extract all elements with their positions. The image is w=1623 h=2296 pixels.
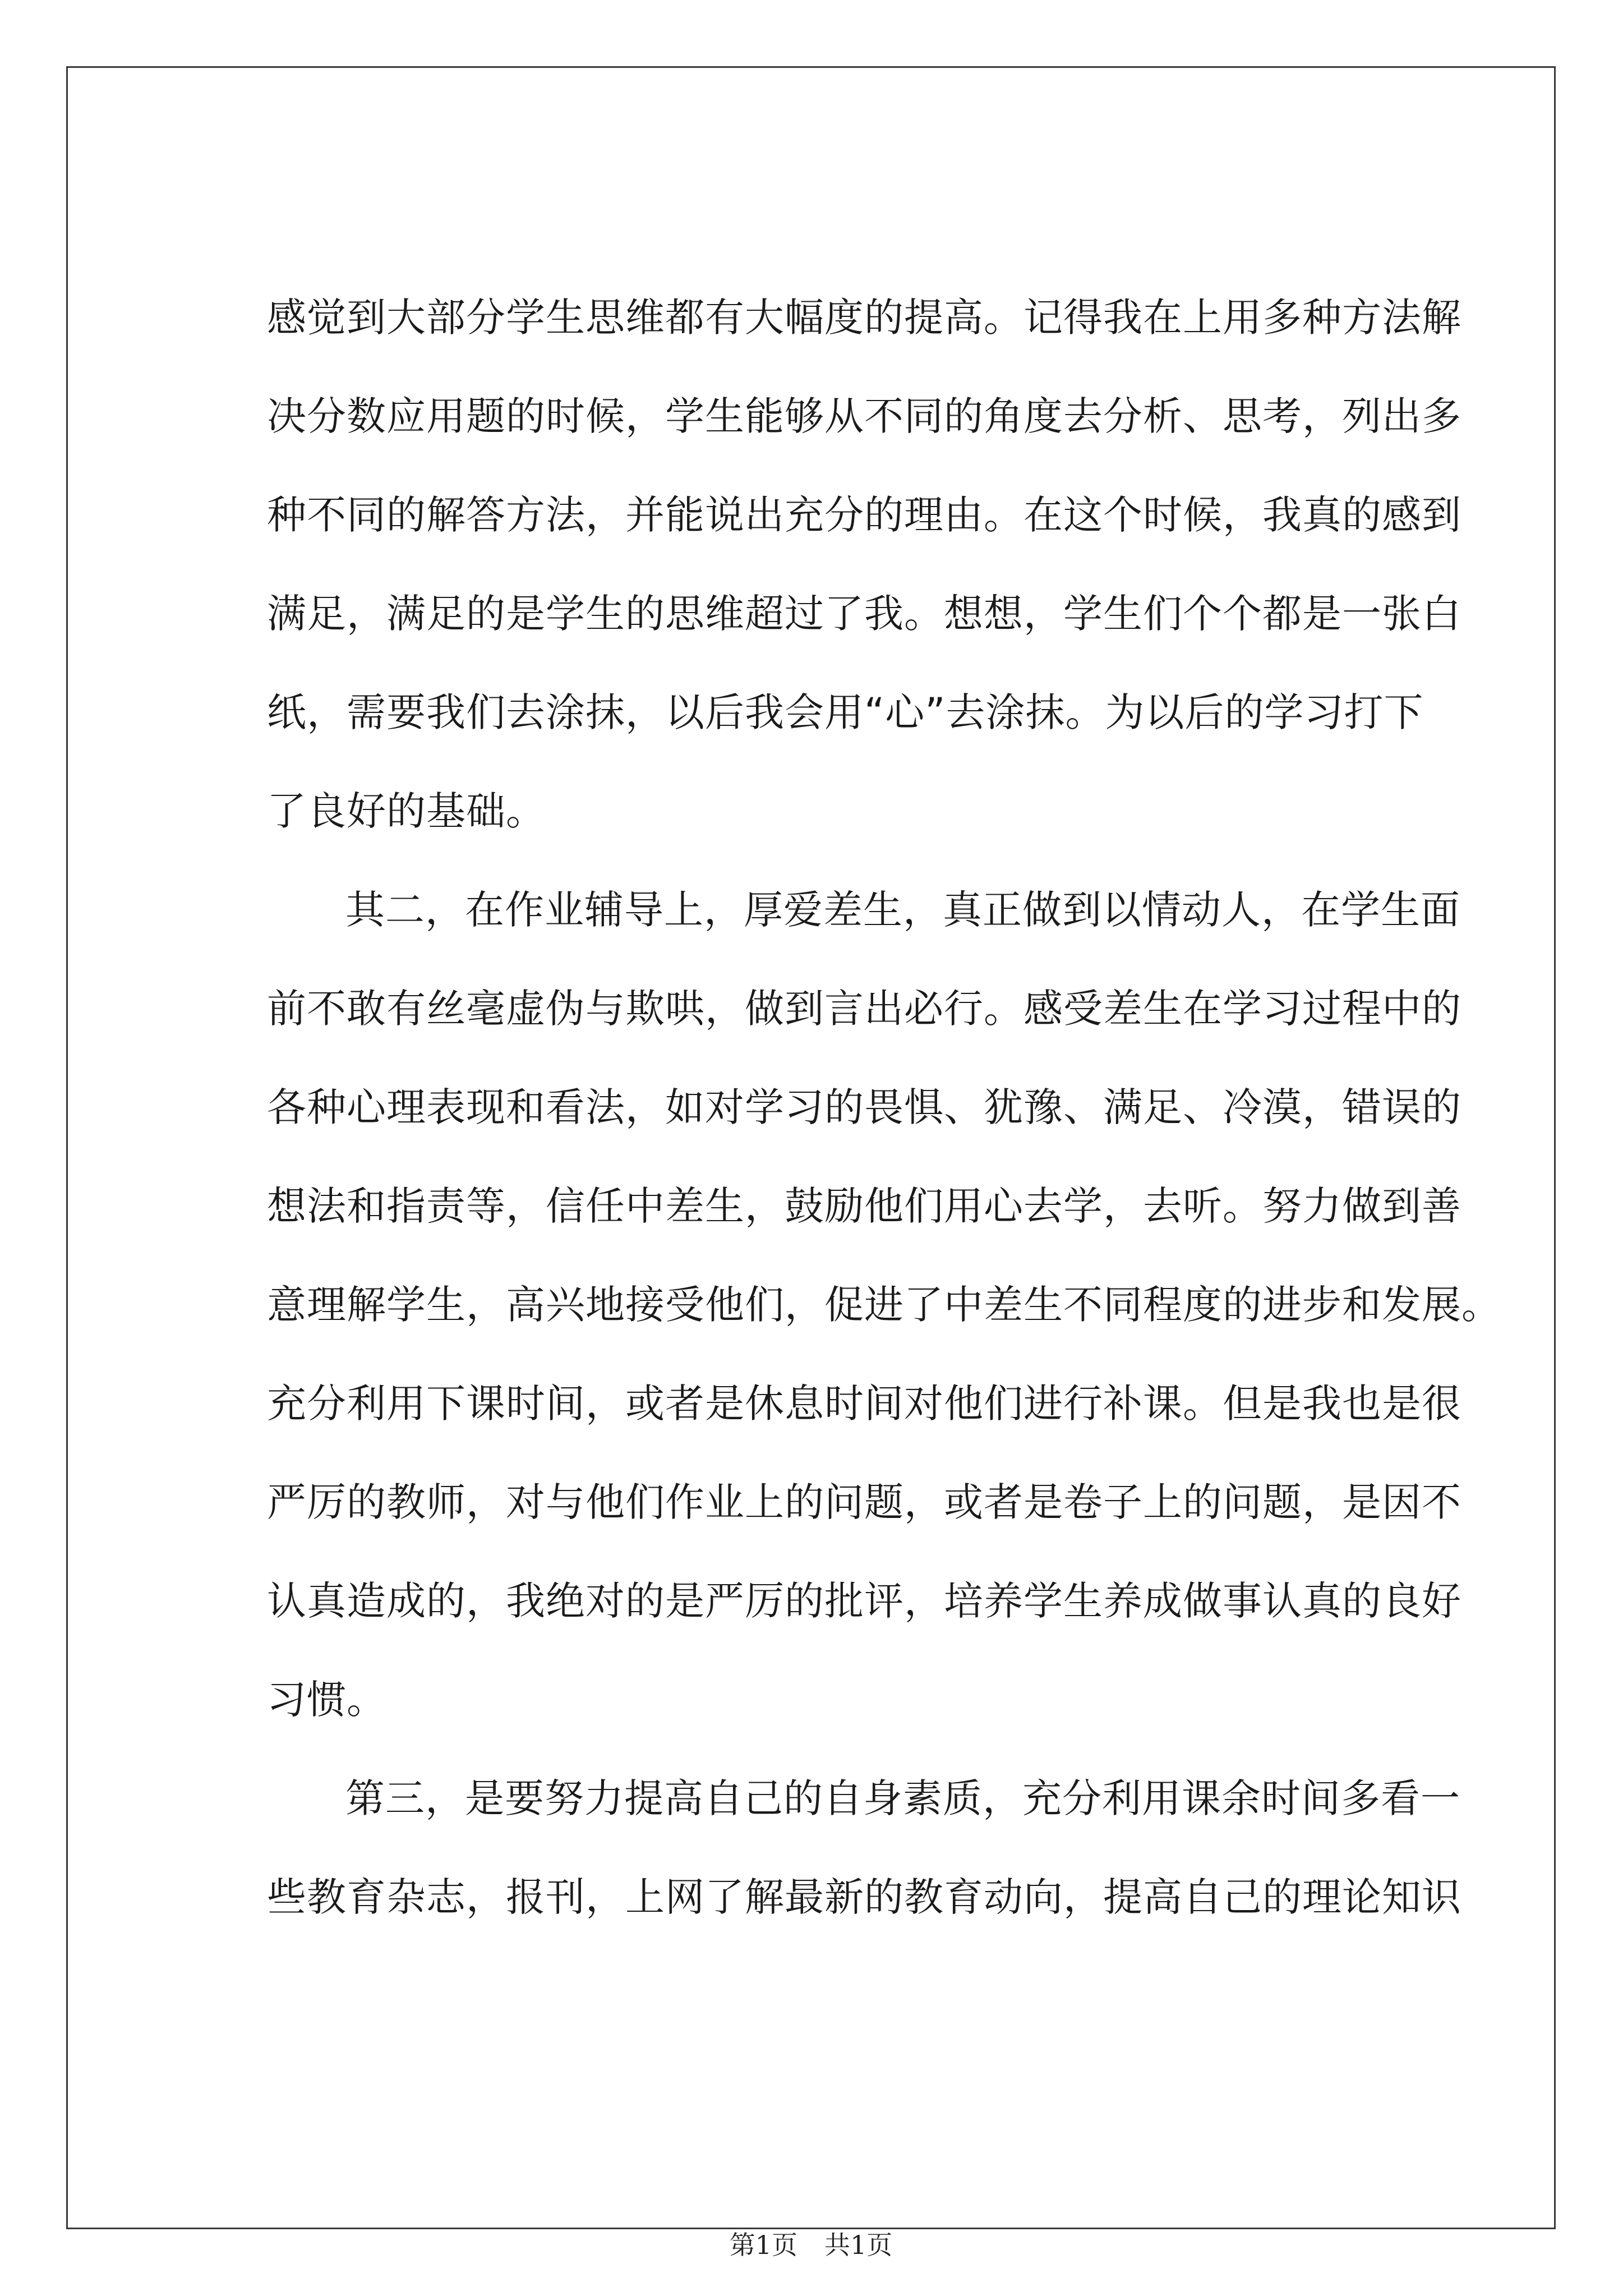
text-line: 习惯。 [267, 1677, 386, 1723]
text-line: 想法和指责等，信任中差生，鼓励他们用心去学，去听。努力做到善 [267, 1183, 1461, 1229]
text-line: 感觉到大部分学生思维都有大幅度的提高。记得我在上用多种方法解 [267, 295, 1461, 341]
paragraph-first-line: 其二，在作业辅导上，厚爱差生，真正做到以情动人，在学生面 [345, 887, 1460, 933]
text-line: 纸，需要我们去涂抹，以后我会用“心”去涂抹。为以后的学习打下 [267, 689, 1424, 735]
text-line: 决分数应用题的时候，学生能够从不同的角度去分析、思考，列出多 [267, 393, 1461, 439]
page-count: 共1页 [824, 2230, 893, 2260]
text-line: 满足，满足的是学生的思维超过了我。想想，学生们个个都是一张白 [267, 591, 1461, 637]
page-number: 第1页 [729, 2230, 797, 2260]
page-footer [68, 2225, 1554, 2262]
text-line: 充分利用下课时间，或者是休息时间对他们进行补课。但是我也是很 [267, 1381, 1461, 1427]
text-line: 认真造成的，我绝对的是严厉的批评，培养学生养成做事认真的良好 [267, 1578, 1461, 1624]
text-line: 各种心理表现和看法，如对学习的畏惧、犹豫、满足、冷漠，错误的 [267, 1084, 1461, 1130]
text-line: 些教育杂志，报刊，上网了解最新的教育动向，提高自己的理论知识 [267, 1874, 1461, 1920]
paragraph-first-line: 第三，是要努力提高自己的自身素质，充分利用课余时间多看一 [345, 1775, 1460, 1821]
text-line: 种不同的解答方法，并能说出充分的理由。在这个时候，我真的感到 [267, 492, 1461, 538]
text-line: 了良好的基础。 [267, 788, 546, 834]
text-line: 严厉的教师，对与他们作业上的问题，或者是卷子上的问题，是因不 [267, 1479, 1461, 1525]
text-line: 意理解学生，高兴地接受他们，促进了中差生不同程度的进步和发展。 [267, 1282, 1501, 1328]
document-body [267, 278, 1506, 1957]
page-frame [66, 66, 1556, 2260]
text-line: 前不敢有丝毫虚伪与欺哄，做到言出必行。感受差生在学习过程中的 [267, 986, 1461, 1032]
